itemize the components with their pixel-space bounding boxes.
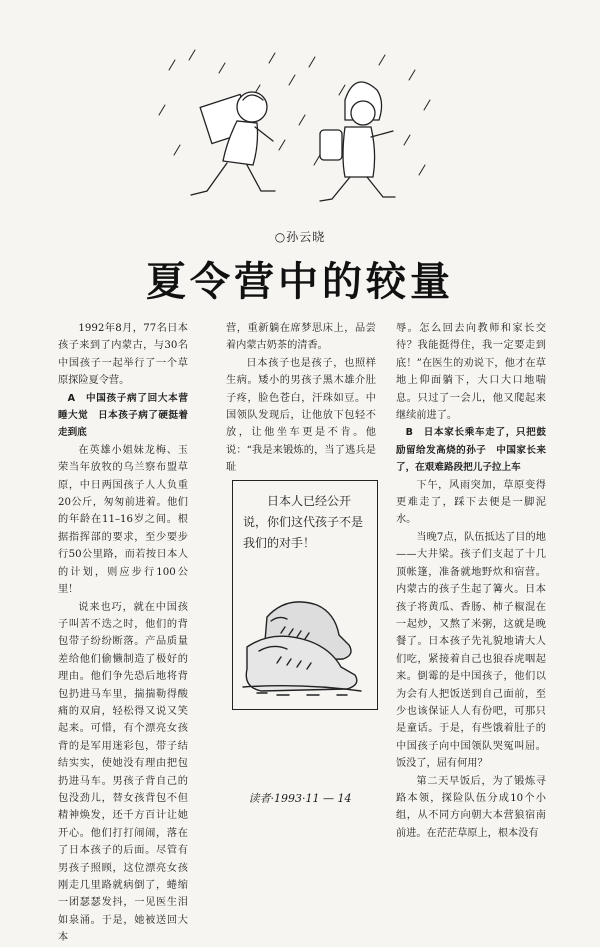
- article-title: 夏令营中的较量: [146, 259, 454, 305]
- rain-strokes: [159, 50, 430, 175]
- section-heading-b: B 日本家长乘车走了，只把鼓励留给发高烧的孙子 中国家长来了，在艰难路段把儿子拉上车: [396, 427, 546, 474]
- boots-illustration: [237, 577, 377, 703]
- paragraph: 当晚7点，队伍抵达了目的地——大井梁。孩子们支起了十几顶帐篷，准备就地野炊和宿营。内蒙古的孩子生起了篝火。日本孩子将黄瓜、香肠、柿子椒混在一起炒，又熬了米粥，这就是晚餐了。日本孩子先礼貌地请大人们吃，紧接着自己也狼吞虎咽起来。倒霉的是中国孩子，他们以为会有人把饭送到自己面前，至少也该保证人人有份吧，可那只是童话。于是，有些饿着肚子的中国孩子向中国领队哭冤叫屈。饭没了，屈有何用？: [396, 531, 546, 770]
- pull-quote-text: 日本人已经公开说，你们这代孩子不是我们的对手！: [243, 494, 364, 550]
- paragraph: 说来也巧，就在中国孩子叫苦不迭之时，他们的背包带子纷纷断落。产品质量差给他们偷懒制造了极好的理由。他们争先恐后地将背包扔进马车里，揣揣勒得酸痛的双肩，轻松得又说又笑起来。可惜，有个漂亮女孩背的是军用迷彩包，带子结结实实，使她没有理由把包扔进马车。男孩子背自己的包没劲儿，替女孩背包不但精神焕发，还千方百计让她开心。他们打打闹闹，落在了日本孩子的后面。尽管有男孩子照顾，这位漂亮女孩刚走几里路就病倒了，蜷缩一团瑟瑟发抖，一见医生泪如泉涌。于是，她被送回大本: [58, 601, 188, 944]
- right-child: [320, 82, 395, 201]
- text-column-2: [226, 320, 376, 477]
- page-footer: 读者·1993·11 — 14: [248, 792, 352, 805]
- text-column-1: [58, 320, 188, 947]
- children-running-illustration: [155, 45, 445, 225]
- paragraph: 第二天早饭后，为了锻炼寻路本领，探险队伍分成10个小组，从不同方向朝大本营狼宿南前进。在茫茫草原上，根本没有: [396, 775, 546, 839]
- paragraph: 营，重新躺在席梦思床上，品尝着内蒙古奶茶的清香。: [226, 323, 376, 352]
- author-byline: ○孙云晓: [274, 230, 326, 244]
- paragraph: 日本孩子也是孩子，也照样生病。矮小的男孩子黑木雄介肚子疼，脸色苍白，汗珠如豆。中国领队发现后，让他放下包轻不放，让他坐车更是不肯。他说：“我是来锻炼的，当了逃兵是耻: [226, 357, 376, 474]
- section-heading-a: A 中国孩子病了回大本营睡大觉 日本孩子病了硬挺着走到底: [58, 392, 188, 439]
- paragraph: 1992年8月，77名日本孩子来到了内蒙古，与30名中国孩子一起举行了一个草原探险夏令营。: [58, 323, 188, 387]
- paragraph: 辱。怎么回去向教师和家长交待？我能挺得住，我一定要走到底！”在医生的劝说下，他才在草地上仰面躺下，大口大口地喘息。只过了一会儿，他又爬起来继续前进了。: [396, 323, 546, 422]
- pull-quote-box: [232, 480, 378, 710]
- paragraph: 在英雄小姐妹龙梅、玉荣当年放牧的乌兰察布盟草原，中日两国孩子人人负重20公斤，匆匆前进着。他们的年龄在11–16岁之间。根据指挥部的要求，至少要步行50公里路，而若按日本人的计划，则应步行100公里！: [58, 444, 188, 596]
- paragraph: 下午，风雨突加，草原变得更难走了，踩下去便是一脚泥水。: [396, 479, 546, 526]
- text-column-3: [396, 320, 546, 842]
- left-child: [191, 92, 275, 195]
